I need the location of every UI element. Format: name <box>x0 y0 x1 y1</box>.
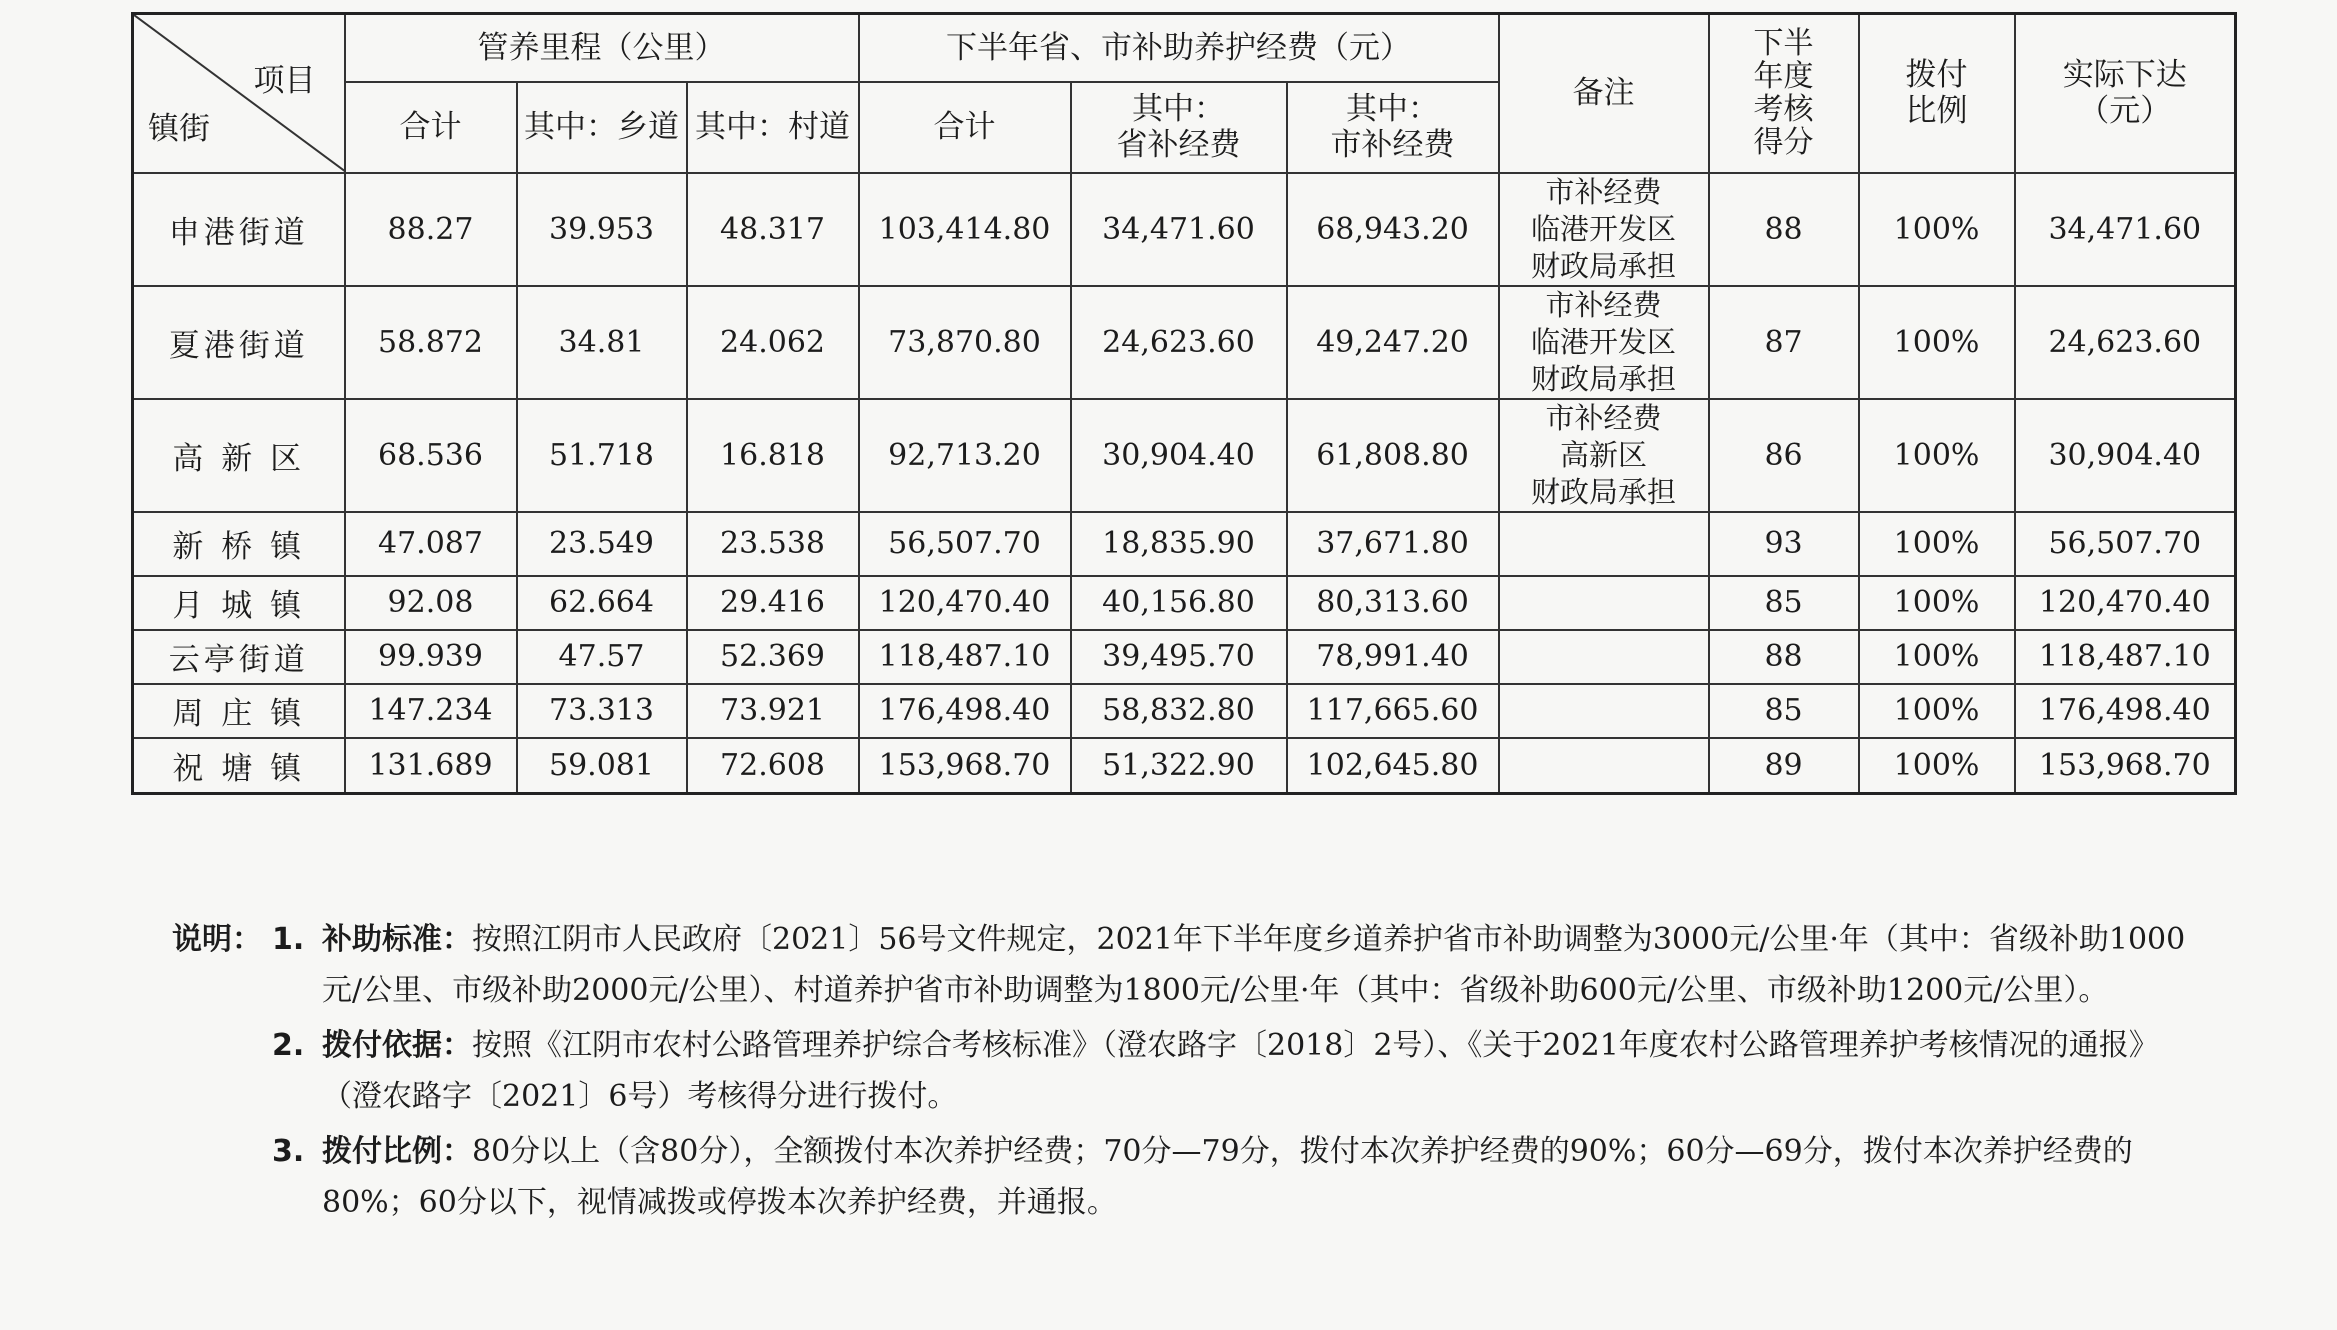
fund-city-cell: 80,313.60 <box>1287 576 1499 630</box>
town-cell: 高 新 区 <box>133 399 345 512</box>
village-km-cell: 52.369 <box>687 630 859 684</box>
fund-city-header: 其中： 市补经费 <box>1287 82 1499 173</box>
fund-city-cell: 78,991.40 <box>1287 630 1499 684</box>
fund-province-cell: 51,322.90 <box>1071 738 1287 794</box>
note-title: 补助标准： <box>322 922 472 957</box>
total-km-cell: 92.08 <box>345 576 517 630</box>
town-cell: 夏港街道 <box>133 286 345 399</box>
mileage-total-header: 合计 <box>345 82 517 173</box>
note-text: 按照江阴市人民政府〔2021〕56号文件规定，2021年下半年度乡道养护省市补助调整为3000元/公里·年（其中：省级补助1000元/公里、市级补助2000元/公里）、村道养护省市补助调整为1800元/公里·年（其中：省级补助600元/公里、市级补助1200元/公里）。 <box>322 922 2186 1008</box>
total-km-cell: 131.689 <box>345 738 517 794</box>
fund-total-cell: 92,713.20 <box>859 399 1071 512</box>
ratio-cell: 100% <box>1859 399 2015 512</box>
note-text: 80分以上（含80分），全额拨付本次养护经费；70分—79分，拨付本次养护经费的90%；60分—69分，拨付本次养护经费的80%；60分以下，视情减拨或停拨本次养护经费，并通报。 <box>322 1134 2133 1220</box>
ratio-cell: 100% <box>1859 286 2015 399</box>
township-km-cell: 59.081 <box>517 738 687 794</box>
village-km-cell: 24.062 <box>687 286 859 399</box>
score-cell: 85 <box>1709 684 1859 738</box>
actual-header: 实际下达 （元） <box>2015 14 2236 173</box>
township-km-cell: 23.549 <box>517 512 687 576</box>
note-number: 3. <box>272 1134 305 1169</box>
remark-header: 备注 <box>1499 14 1709 173</box>
fund-total-cell: 56,507.70 <box>859 512 1071 576</box>
note-item <box>172 1020 2202 1122</box>
table-row <box>133 576 2236 630</box>
table-row <box>133 684 2236 738</box>
fund-total-header: 合计 <box>859 82 1071 173</box>
actual-cell: 30,904.40 <box>2015 399 2236 512</box>
township-km-cell: 51.718 <box>517 399 687 512</box>
notes-label: 说明： <box>172 922 262 957</box>
actual-cell: 118,487.10 <box>2015 630 2236 684</box>
town-cell: 月 城 镇 <box>133 576 345 630</box>
fund-total-cell: 176,498.40 <box>859 684 1071 738</box>
total-km-cell: 68.536 <box>345 399 517 512</box>
remark-cell <box>1499 630 1709 684</box>
table-row <box>133 173 2236 286</box>
remark-cell <box>1499 512 1709 576</box>
mileage-group-header: 管养里程（公里） <box>345 14 859 82</box>
total-km-cell: 99.939 <box>345 630 517 684</box>
fund-city-cell: 49,247.20 <box>1287 286 1499 399</box>
fund-total-cell: 73,870.80 <box>859 286 1071 399</box>
ratio-cell: 100% <box>1859 576 2015 630</box>
fund-province-cell: 58,832.80 <box>1071 684 1287 738</box>
score-cell: 88 <box>1709 630 1859 684</box>
table-row <box>133 630 2236 684</box>
total-km-cell: 47.087 <box>345 512 517 576</box>
corner-header <box>133 14 345 173</box>
actual-cell: 56,507.70 <box>2015 512 2236 576</box>
note-title: 拨付比例： <box>322 1134 472 1169</box>
remark-cell <box>1499 684 1709 738</box>
ratio-cell: 100% <box>1859 630 2015 684</box>
item-label: 项目 <box>253 63 316 99</box>
fund-province-cell: 30,904.40 <box>1071 399 1287 512</box>
table-row <box>133 286 2236 399</box>
village-km-cell: 16.818 <box>687 399 859 512</box>
score-cell: 88 <box>1709 173 1859 286</box>
fund-total-cell: 118,487.10 <box>859 630 1071 684</box>
village-km-cell: 73.921 <box>687 684 859 738</box>
ratio-cell: 100% <box>1859 173 2015 286</box>
actual-cell: 34,471.60 <box>2015 173 2236 286</box>
fund-city-cell: 102,645.80 <box>1287 738 1499 794</box>
township-km-cell: 62.664 <box>517 576 687 630</box>
village-km-cell: 48.317 <box>687 173 859 286</box>
ratio-cell: 100% <box>1859 738 2015 794</box>
town-cell: 申港街道 <box>133 173 345 286</box>
fund-group-header: 下半年省、市补助养护经费（元） <box>859 14 1499 82</box>
mileage-township-header: 其中：乡道 <box>517 82 687 173</box>
village-km-cell: 23.538 <box>687 512 859 576</box>
mileage-village-header: 其中：村道 <box>687 82 859 173</box>
subsidy-table <box>131 12 2237 795</box>
note-title: 拨付依据： <box>322 1028 472 1063</box>
remark-cell: 市补经费 临港开发区 财政局承担 <box>1499 173 1709 286</box>
town-cell: 周 庄 镇 <box>133 684 345 738</box>
fund-province-cell: 34,471.60 <box>1071 173 1287 286</box>
score-header: 下半 年度 考核 得分 <box>1709 14 1859 173</box>
fund-city-cell: 117,665.60 <box>1287 684 1499 738</box>
table-row <box>133 512 2236 576</box>
notes-section <box>172 914 2202 1228</box>
note-text: 按照《江阴市农村公路管理养护综合考核标准》（澄农路字〔2018〕2号）、《关于2021年度农村公路管理养护考核情况的通报》（澄农路字〔2021〕6号）考核得分进行拨付。 <box>322 1028 2159 1114</box>
fund-province-header: 其中： 省补经费 <box>1071 82 1287 173</box>
township-km-cell: 73.313 <box>517 684 687 738</box>
remark-cell <box>1499 738 1709 794</box>
note-number: 1. <box>272 922 305 957</box>
score-cell: 93 <box>1709 512 1859 576</box>
remark-cell: 市补经费 高新区 财政局承担 <box>1499 399 1709 512</box>
ratio-header: 拨付 比例 <box>1859 14 2015 173</box>
township-km-cell: 34.81 <box>517 286 687 399</box>
score-cell: 86 <box>1709 399 1859 512</box>
note-item <box>172 1126 2202 1228</box>
actual-cell: 120,470.40 <box>2015 576 2236 630</box>
score-cell: 87 <box>1709 286 1859 399</box>
township-km-cell: 47.57 <box>517 630 687 684</box>
total-km-cell: 58.872 <box>345 286 517 399</box>
remark-cell: 市补经费 临港开发区 财政局承担 <box>1499 286 1709 399</box>
village-km-cell: 72.608 <box>687 738 859 794</box>
actual-cell: 24,623.60 <box>2015 286 2236 399</box>
town-cell: 新 桥 镇 <box>133 512 345 576</box>
total-km-cell: 147.234 <box>345 684 517 738</box>
fund-city-cell: 37,671.80 <box>1287 512 1499 576</box>
fund-province-cell: 40,156.80 <box>1071 576 1287 630</box>
table-row <box>133 399 2236 512</box>
fund-province-cell: 39,495.70 <box>1071 630 1287 684</box>
village-km-cell: 29.416 <box>687 576 859 630</box>
note-item <box>172 914 2202 1016</box>
fund-city-cell: 68,943.20 <box>1287 173 1499 286</box>
ratio-cell: 100% <box>1859 512 2015 576</box>
actual-cell: 176,498.40 <box>2015 684 2236 738</box>
township-km-cell: 39.953 <box>517 173 687 286</box>
actual-cell: 153,968.70 <box>2015 738 2236 794</box>
ratio-cell: 100% <box>1859 684 2015 738</box>
note-number: 2. <box>272 1028 305 1063</box>
score-cell: 85 <box>1709 576 1859 630</box>
fund-total-cell: 103,414.80 <box>859 173 1071 286</box>
town-label: 镇街 <box>148 111 210 147</box>
fund-city-cell: 61,808.80 <box>1287 399 1499 512</box>
score-cell: 89 <box>1709 738 1859 794</box>
table-body <box>133 173 2236 794</box>
total-km-cell: 88.27 <box>345 173 517 286</box>
fund-total-cell: 120,470.40 <box>859 576 1071 630</box>
fund-province-cell: 24,623.60 <box>1071 286 1287 399</box>
town-cell: 祝 塘 镇 <box>133 738 345 794</box>
fund-total-cell: 153,968.70 <box>859 738 1071 794</box>
table-row <box>133 738 2236 794</box>
town-cell: 云亭街道 <box>133 630 345 684</box>
fund-province-cell: 18,835.90 <box>1071 512 1287 576</box>
remark-cell <box>1499 576 1709 630</box>
